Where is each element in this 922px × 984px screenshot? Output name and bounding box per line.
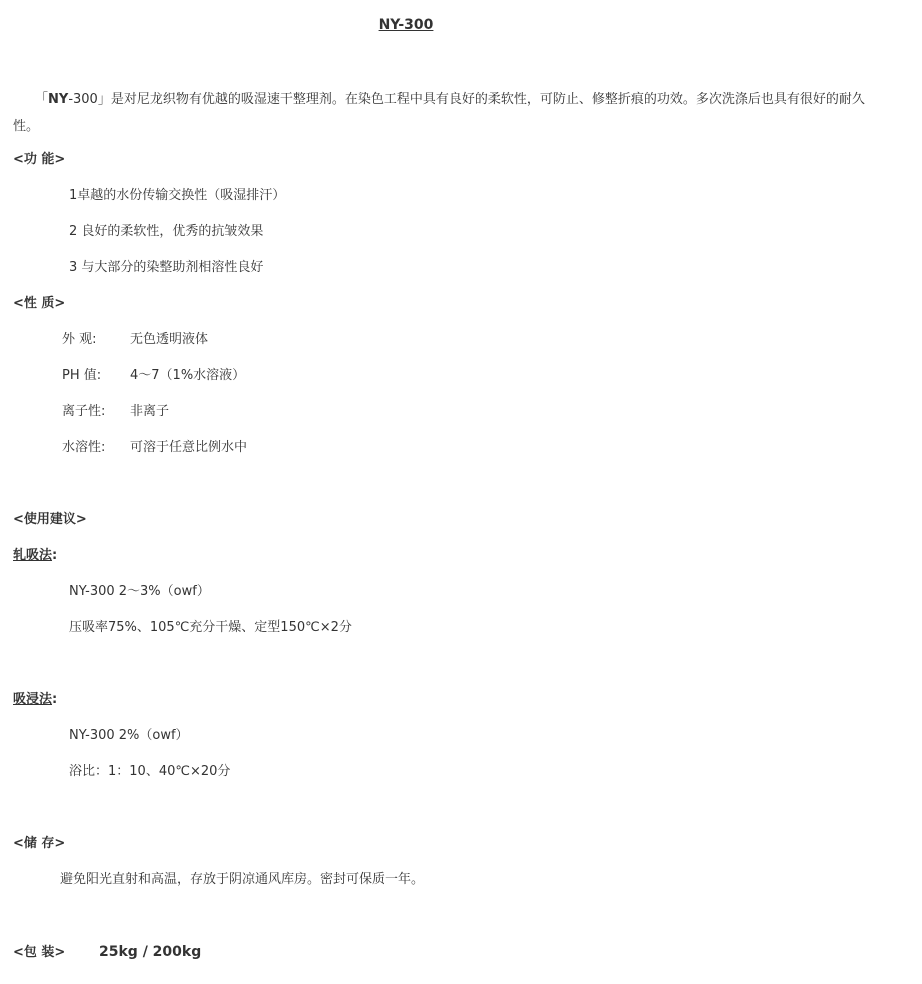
property-value: 4～7（1%水溶液） (130, 368, 246, 383)
properties-heading: <性 质> (13, 296, 66, 311)
property-row (62, 403, 169, 421)
exhaust-method-line: 浴比：1：10、40℃×20分 (69, 764, 231, 779)
padding-method-label: 轧吸法 (13, 548, 53, 563)
function-item: 2 良好的柔软性，优秀的抗皱效果 (69, 224, 264, 239)
property-value: 非离子 (130, 404, 170, 419)
padding-method-line: 压吸率75%、105℃充分干燥、定型150℃×2分 (69, 620, 352, 635)
usage-heading: <使用建议> (13, 512, 87, 527)
property-label: 外 观: (62, 332, 97, 347)
exhaust-method-label: 吸浸法 (13, 692, 53, 707)
intro-paragraph (13, 86, 873, 140)
property-value: 无色透明液体 (130, 332, 209, 347)
padding-method-colon: : (52, 548, 58, 563)
intro-product-suffix: -300 (68, 92, 98, 107)
storage-text: 避免阳光直射和高温，存放于阴凉通风库房。密封可保质一年。 (60, 872, 425, 887)
intro-product-name: NY (48, 92, 69, 107)
packaging-heading: <包 装> (13, 945, 66, 960)
function-item: 3 与大部分的染整助剂相溶性良好 (69, 260, 264, 275)
property-row (62, 331, 208, 349)
padding-method-line: NY-300 2～3%（owf） (69, 584, 210, 599)
exhaust-method-colon: : (52, 692, 58, 707)
property-label: 水溶性: (62, 440, 106, 455)
functions-heading: <功 能> (13, 152, 66, 167)
page-title: NY-300 (378, 17, 434, 33)
packaging-value: 25kg / 200kg (99, 944, 202, 960)
property-row (62, 367, 245, 385)
property-label: PH 值: (62, 368, 102, 383)
intro-text: 」是对尼龙织物有优越的吸湿速干整理剂。在染色工程中具有良好的柔软性，可防止、修整折痕的功效。多次洗涤后也具有很好的耐久性。 (13, 92, 865, 134)
exhaust-method-line: NY-300 2%（owf） (69, 728, 189, 743)
property-value: 可溶于任意比例水中 (130, 440, 248, 455)
exhaust-method-heading (13, 691, 57, 709)
intro-open-bracket: 「 (35, 92, 49, 107)
property-label: 离子性: (62, 404, 106, 419)
function-item: 1卓越的水份传输交换性（吸湿排汗） (69, 188, 286, 203)
property-row (62, 439, 247, 457)
storage-heading: <储 存> (13, 836, 66, 851)
padding-method-heading (13, 547, 57, 565)
packaging-row (13, 943, 201, 962)
